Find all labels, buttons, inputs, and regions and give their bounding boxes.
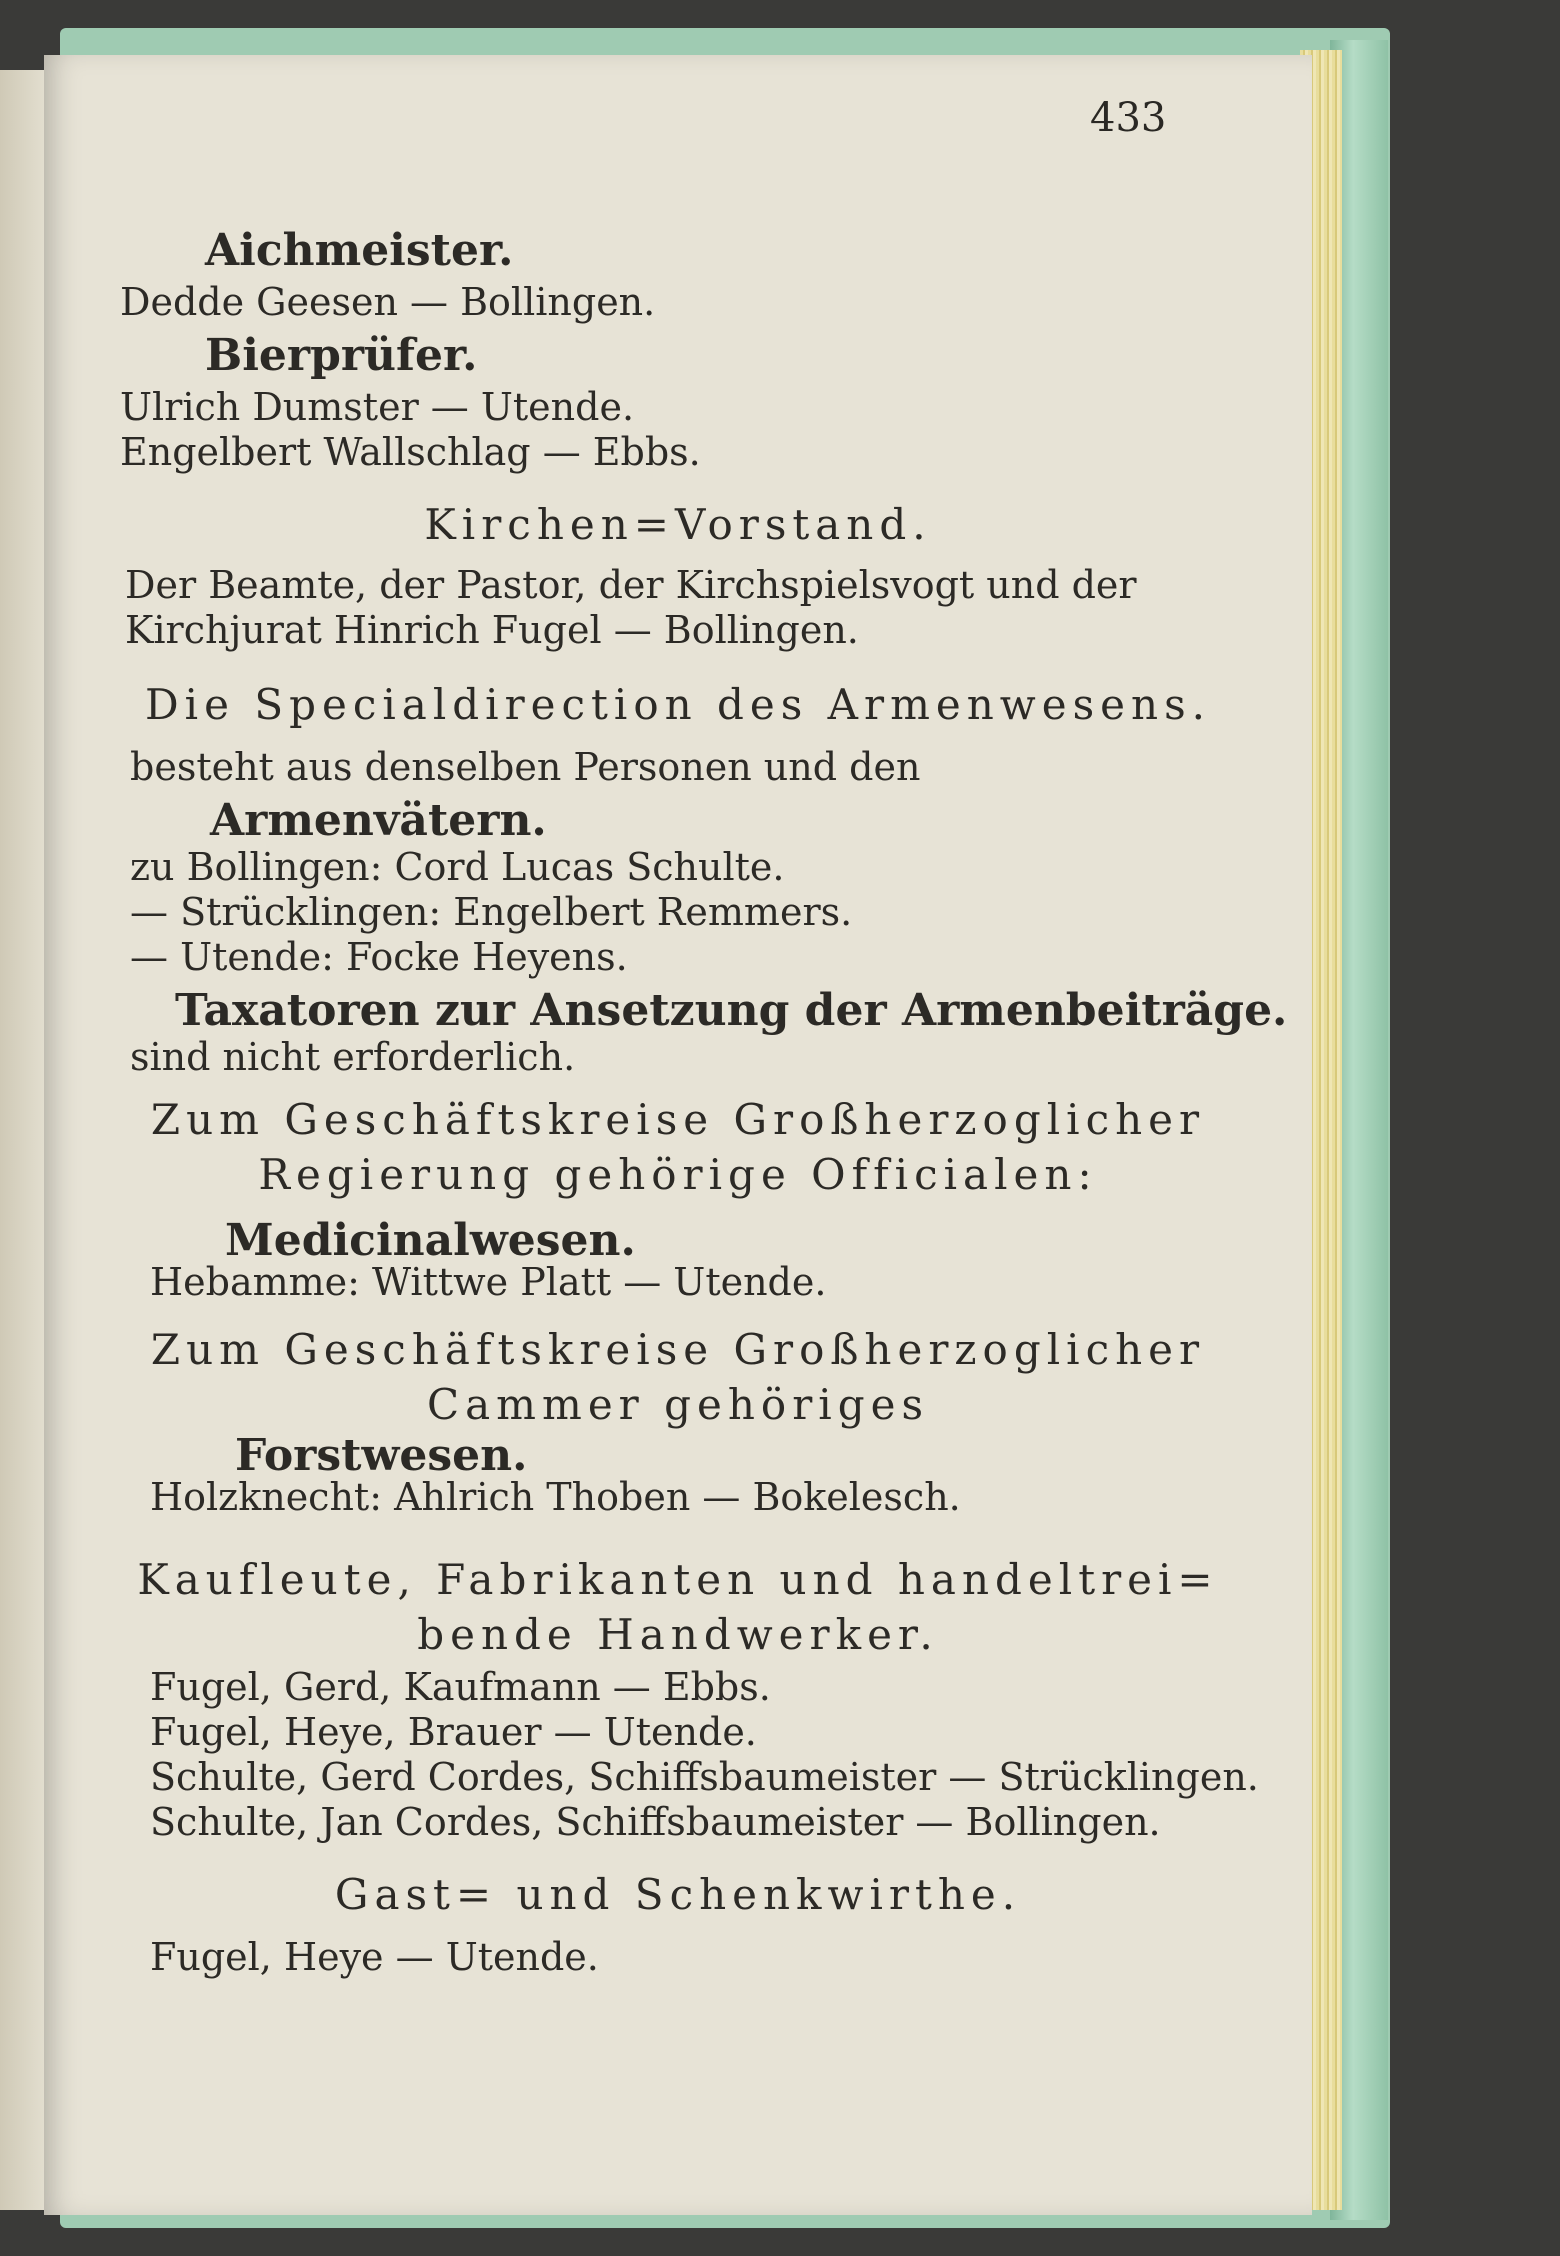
heading-taxatoren: Taxatoren zur Ansetzung der Armenbeiträge. — [175, 985, 1288, 1036]
text-line: Dedde Geesen — Bollingen. — [120, 280, 656, 324]
heading-geschaeftskreise-cammer: Zum Geschäftskreise Großherzoglicher — [150, 1325, 1206, 1374]
text-line: sind nicht erforderlich. — [130, 1035, 576, 1079]
text-line: Fugel, Heye, Brauer — Utende. — [150, 1710, 757, 1754]
heading-bierpruefer: Bierprüfer. — [205, 330, 478, 381]
text-line: Der Beamte, der Pastor, der Kirchspielsvogt und der — [125, 563, 1137, 607]
heading-forstwesen: Forstwesen. — [235, 1430, 528, 1481]
text-line: Engelbert Wallschlag — Ebbs. — [120, 430, 701, 474]
heading-medicinalwesen: Medicinalwesen. — [225, 1215, 636, 1266]
heading-specialdirection: Die Specialdirection des Armenwesens. — [145, 680, 1211, 729]
page-number: 433 — [1090, 95, 1167, 141]
text-line: Holzknecht: Ahlrich Thoben — Bokelesch. — [150, 1475, 961, 1519]
text-line: zu Bollingen: Cord Lucas Schulte. — [130, 845, 785, 889]
text-line: Fugel, Heye — Utende. — [150, 1935, 599, 1979]
previous-page-edge — [0, 70, 46, 2210]
text-line: Schulte, Jan Cordes, Schiffsbaumeister — Bollingen. — [150, 1800, 1161, 1844]
text-line: Ulrich Dumster — Utende. — [120, 385, 635, 429]
text-line: besteht aus denselben Personen und den — [130, 745, 921, 789]
text-line: — Utende: Focke Heyens. — [130, 935, 628, 979]
text-line: Hebamme: Wittwe Platt — Utende. — [150, 1260, 827, 1304]
heading-handwerker: bende Handwerker. — [417, 1610, 939, 1659]
heading-kirchen-vorstand: Kirchen=Vorstand. — [424, 500, 932, 549]
text-line: Fugel, Gerd, Kaufmann — Ebbs. — [150, 1665, 771, 1709]
heading-kaufleute: Kaufleute, Fabrikanten und handeltrei= — [137, 1555, 1219, 1604]
text-line: — Strücklingen: Engelbert Remmers. — [130, 890, 853, 934]
heading-aichmeister: Aichmeister. — [205, 225, 514, 276]
text-line: Kirchjurat Hinrich Fugel — Bollingen. — [125, 608, 859, 652]
heading-gast-schenkwirthe: Gast= und Schenkwirthe. — [334, 1870, 1022, 1919]
heading-armenvaetern: Armenvätern. — [210, 795, 547, 846]
heading-geschaeftskreise-regierung: Zum Geschäftskreise Großherzoglicher — [150, 1095, 1206, 1144]
heading-cammer: Cammer gehöriges — [427, 1380, 929, 1429]
text-line: Schulte, Gerd Cordes, Schiffsbaumeister — Strücklingen. — [150, 1755, 1259, 1799]
heading-officialen: Regierung gehörige Officialen: — [258, 1150, 1098, 1199]
